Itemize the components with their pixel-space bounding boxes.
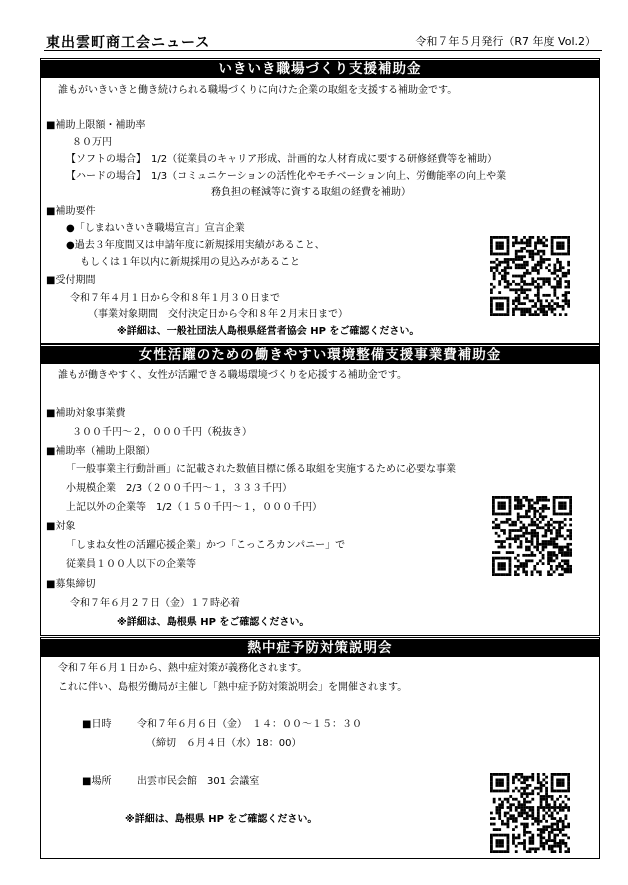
newsletter-title: 東出雲町商工会ニュース [46,35,211,51]
header-divider [44,50,602,51]
section2-rate-small: 小規模企業 2/3（２００千円～１，３３３千円） [66,483,293,494]
section2-intro: 誰もが働きやすく、女性が活躍できる職場環境づくりを応援する補助金です。 [58,370,407,381]
section1-title: いきいき職場づくり支援補助金 [40,60,600,78]
section3-intro2: これに伴い、島根労働局が主催し「熱中症予防対策説明会」を開催されます。 [58,682,408,693]
section3-date-value: 令和７年６月６日（金） １４：００～１５：３０ [137,719,362,730]
section3-place-value: 出雲市民会館 301 会議室 [137,776,260,787]
section1-intro: 誰もがいきいきと働き続けられる職場づくりに向けた企業の取組を支援する補助金です。 [58,85,458,96]
section1-detail: ※詳細は、一般社団法人島根県経営者協会 HP をご確認ください。 [117,326,420,337]
section2-target-cost: ３００千円～２，０００千円（税抜き） [72,427,252,438]
section3-date-label: ■日時 [82,719,112,730]
qr-code-graphic [492,496,572,576]
section2-detail: ※詳細は、島根県 HP をご確認ください。 [117,617,310,628]
section2-target1: 「しまね女性の活躍応援企業」かつ「こっころカンパニー」で [66,540,346,551]
section3-title: 熱中症予防対策説明会 [40,639,600,657]
section1-req2-line1: ●過去３年度間又は申請年度に新規採用実績があること、 [66,240,325,251]
section1-period: 令和７年４月１日から令和８年１月３０日まで [70,293,280,304]
section2-rate-desc: 「一般事業主行動計画」に記載された数値目標に係る取組を実施するために必要な事業 [66,464,456,475]
section1-req2-line2: もしくは１年以内に新規採用の見込みがあること [80,257,300,268]
section1-soft: 【ソフトの場合】 1/2（従業員のキャリア形成、計画的な人材育成に要する研修経費等を補助） [66,154,498,165]
section2-target-cost-heading: ■補助対象事業費 [46,408,126,419]
section2-target-heading: ■対象 [46,521,76,532]
section2-rate-other: 上記以外の企業等 1/2（１５０千円～１，０００千円） [66,502,323,513]
section2-deadline-heading: ■募集締切 [46,579,96,590]
section3-date-deadline: （締切 ６月４日（水）18：00） [146,738,302,749]
section2-title: 女性活躍のための働きやすい環境整備支援事業費補助金 [40,346,600,364]
section3-intro1: 令和７年６月１日から、熱中症対策が義務化されます。 [58,663,308,674]
qr-code-section1[interactable] [490,236,570,316]
section1-req-heading: ■補助要件 [46,206,96,217]
section3-place-label: ■場所 [82,776,112,787]
section1-hard-line1: 【ハードの場合】 1/3（コミュニケーションの活性化やモチベーション向上、労働能率の向上や業 [66,171,507,182]
section1-limit-amount: ８０万円 [72,137,112,148]
section1-req1: ●「しまねいきいき職場宣言」宣言企業 [66,223,245,234]
issue-info: 令和７年５月発行（R7 年度 Vol.2） [415,35,596,48]
qr-code-graphic [490,236,570,316]
section2-rate-heading: ■補助率（補助上限額） [46,446,156,457]
qr-code-section2[interactable] [492,496,572,576]
section1-limit-heading: ■補助上限額・補助率 [46,120,146,131]
section2-deadline: 令和７年６月２７日（金）１７時必着 [70,598,240,609]
qr-code-section3[interactable] [490,773,570,853]
section1-period-note: （事業対象期間 交付決定日から令和８年２月末日まで） [88,309,348,320]
section1-hard-line2: 務負担の軽減等に資する取組の経費を補助） [211,187,411,198]
section1-period-heading: ■受付期間 [46,275,96,286]
section2-target2: 従業員１００人以下の企業等 [66,559,196,570]
qr-code-graphic [490,773,570,853]
section3-detail: ※詳細は、島根県 HP をご確認ください。 [125,814,318,825]
